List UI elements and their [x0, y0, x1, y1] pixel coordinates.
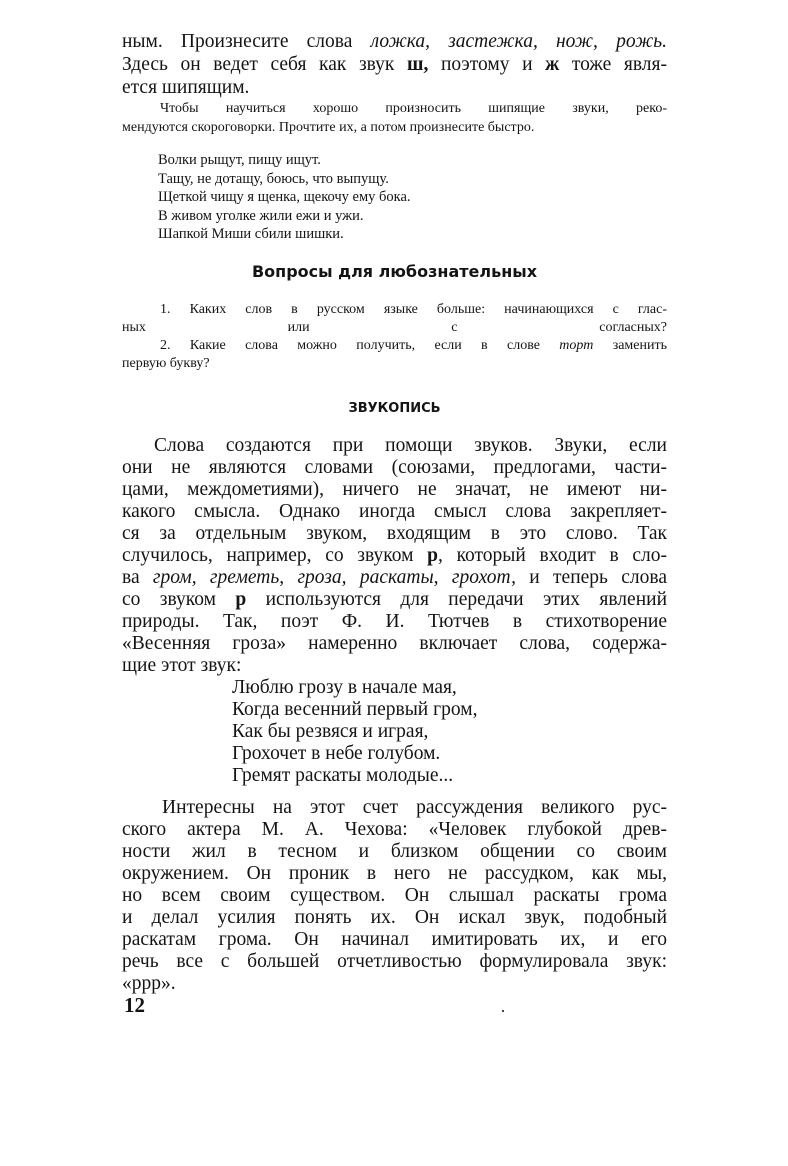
italic-text: гром, греметь, гроза, раскаты, грохот,	[152, 567, 516, 588]
text-line	[232, 699, 477, 721]
text-segment: Шапкой Миши сбили шишки.	[158, 226, 344, 242]
text-segment: раскатам грома. Он начинал имитировать их, и его	[122, 929, 667, 950]
text-line	[122, 30, 667, 53]
text-line	[122, 567, 667, 589]
text-segment: окружением. Он проник в него не рассудком, как мы,	[122, 863, 667, 884]
text-segment: случилось, например, со звуком	[122, 545, 428, 566]
text-segment: щие этот звук:	[122, 655, 242, 676]
text-segment: цами, междометиями), ничего не значат, не имеют ни-	[122, 479, 667, 500]
text-line	[158, 151, 411, 170]
text-line	[122, 53, 667, 76]
text-segment: Когда весенний первый гром,	[232, 699, 478, 720]
text-segment: ся за отдельным звуком, входящим в это слово. Так	[122, 523, 667, 544]
text-line	[122, 655, 667, 677]
text-segment: Как бы резвяся и играя,	[232, 721, 429, 742]
text-line	[158, 188, 411, 207]
text-segment: тоже явля-	[559, 54, 667, 75]
text-line	[122, 545, 667, 567]
text-line	[122, 973, 667, 995]
text-line	[122, 797, 667, 819]
text-line	[122, 885, 667, 907]
text-line	[122, 457, 667, 479]
text-segment: Люблю грозу в начале мая,	[232, 677, 457, 698]
text-line	[232, 743, 477, 765]
text-segment: ности жил в тесном и близком общении со своим	[122, 841, 667, 862]
text-line	[232, 677, 477, 699]
text-line	[122, 929, 667, 951]
text-segment: ным. Произнесите слова	[122, 31, 371, 52]
text-segment: ется шипящим.	[122, 77, 250, 98]
sound-writing-paragraph	[122, 435, 667, 677]
text-segment: мендуются скороговорки. Прочтите их, а потом произнесите быстро.	[122, 120, 535, 135]
text-line	[122, 99, 667, 118]
text-line	[122, 76, 667, 99]
text-segment: и делал усилия понять их. Он искал звук, подобный	[122, 907, 667, 928]
section-heading: ЗВУКОПИСЬ	[348, 401, 441, 416]
bold-text: ж	[545, 54, 560, 75]
text-segment: и теперь слова	[515, 567, 667, 588]
text-line	[232, 721, 477, 743]
text-segment: какого смысла. Однако иногда смысл слова закрепляет-	[122, 501, 667, 522]
text-segment: Гремят раскаты молодые...	[232, 765, 454, 786]
scan-speck	[502, 1010, 504, 1012]
text-line	[158, 170, 411, 189]
text-line	[232, 765, 477, 787]
text-segment: речь все с большей отчетливостью формулировала звук:	[122, 951, 667, 972]
text-segment: Интересны на этот счет рассуждения великого рус-	[162, 797, 667, 818]
bold-text: ш,	[407, 54, 429, 75]
italic-text: торт	[559, 338, 594, 353]
text-segment: Здесь он ведет себя как звук	[122, 54, 408, 75]
tongue-twister-instructions	[122, 99, 667, 137]
text-segment: со звуком	[122, 589, 236, 610]
text-segment: «ррр».	[122, 973, 176, 994]
text-segment: первую букву?	[122, 356, 210, 371]
text-segment: Тащу, не дотащу, боюсь, что выпущу.	[158, 170, 389, 187]
italic-text: ложка, застежка, нож, рожь.	[370, 31, 668, 52]
bold-text: р	[235, 589, 247, 610]
text-line	[122, 863, 667, 885]
text-line	[122, 841, 667, 863]
text-segment: заменить	[593, 338, 667, 353]
text-segment: 2. Какие слова можно получить, если в слове	[160, 338, 560, 353]
text-segment: ского актера М. А. Чехова: «Человек глубокой древ-	[122, 819, 667, 840]
text-line	[158, 225, 411, 244]
text-line	[122, 355, 667, 373]
text-line	[122, 337, 667, 355]
text-segment: Слова создаются при помощи звуков. Звуки, если	[154, 435, 667, 456]
text-segment: используются для передачи этих явлений	[246, 589, 668, 610]
questions-heading: Вопросы для любознательных	[251, 262, 538, 281]
text-line	[122, 118, 667, 137]
text-segment: поэтому и	[428, 54, 546, 75]
tongue-twisters-list	[158, 151, 411, 244]
text-line	[122, 501, 667, 523]
text-segment: Грохочет в небе голубом.	[232, 743, 441, 764]
text-line	[122, 611, 667, 633]
text-segment: они не являются словами (союзами, предлогами, части-	[122, 457, 667, 478]
text-line	[122, 523, 667, 545]
text-segment: «Весенняя гроза» намеренно включает слова, содержа-	[122, 633, 667, 654]
text-segment: 1. Каких слов в русском языке больше: начинающихся с глас-	[160, 302, 667, 317]
questions-list	[122, 301, 667, 373]
text-line	[122, 301, 667, 319]
text-segment: , который входит в сло-	[438, 545, 667, 566]
text-segment: природы. Так, поэт Ф. И. Тютчев в стихотворение	[122, 611, 667, 632]
text-segment: В живом уголке жили ежи и ужи.	[158, 207, 364, 224]
text-line	[158, 207, 411, 226]
text-line	[122, 633, 667, 655]
text-line	[122, 479, 667, 501]
text-line	[122, 435, 667, 457]
text-line	[122, 319, 667, 337]
text-line	[122, 819, 667, 841]
text-segment: Чтобы научиться хорошо произносить шипящие звуки, реко-	[160, 101, 667, 116]
text-segment: ных или с согласных?	[122, 320, 667, 335]
tyutchev-poem-excerpt	[232, 677, 477, 787]
text-line	[122, 589, 667, 611]
text-line	[122, 951, 667, 973]
text-segment: Волки рыщут, пищу ищут.	[158, 152, 321, 168]
text-segment: но всем своим существом. Он слышал раскаты грома	[122, 885, 667, 906]
bold-text: р	[427, 545, 439, 566]
text-line	[122, 907, 667, 929]
chekhov-quote-paragraph	[122, 797, 667, 995]
text-segment: Щеткой чищу я щенка, щекочу ему бока.	[158, 189, 411, 205]
intro-paragraph	[122, 30, 667, 99]
text-segment: ва	[122, 567, 153, 588]
page-number: 12	[124, 993, 145, 1017]
